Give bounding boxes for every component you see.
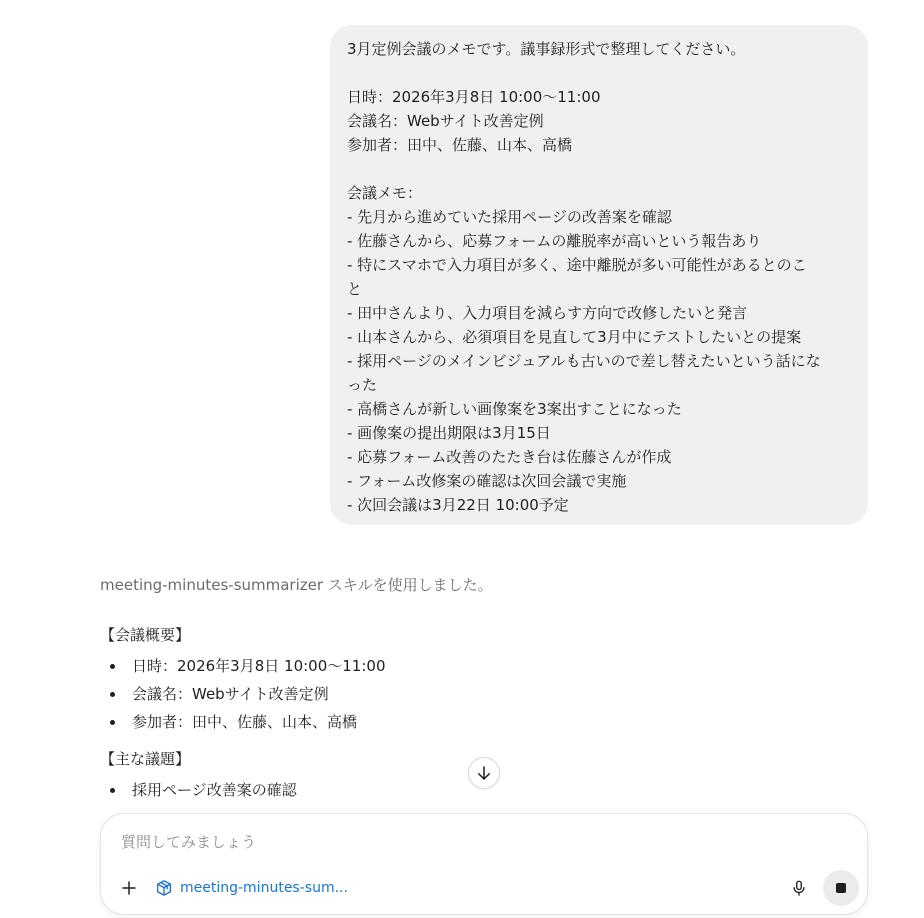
list-item [100, 652, 386, 680]
scroll-to-bottom-button[interactable] [468, 757, 500, 789]
voice-input-button[interactable] [785, 874, 813, 902]
user-message-line: - 佐藤さんから、応募フォームの離脱率が高いという報告あり [347, 232, 762, 250]
user-message-line: 参加者：田中、佐藤、山本、高橋 [347, 136, 573, 154]
skill-chip[interactable] [155, 876, 348, 900]
user-message-line: 日時：2026年3月8日 10:00〜11:00 [347, 88, 601, 106]
list-item-text: 参加者：田中、佐藤、山本、高橋 [132, 713, 358, 731]
user-message-line: - 画像案の提出期限は3月15日 [347, 424, 551, 442]
user-message-line: - 田中さんより、入力項目を減らす方向で改修したいと発言 [347, 304, 748, 322]
overview-list [100, 652, 386, 736]
bullet-dot [110, 664, 115, 669]
user-message-line: - 山本さんから、必須項目を見直して3月中にテストしたいとの提案 [347, 328, 802, 346]
stop-generation-button[interactable] [823, 870, 859, 906]
user-message-line: 3月定例会議のメモです。議事録形式で整理してください。 [347, 40, 746, 58]
list-item [100, 708, 386, 736]
list-item-text: 採用ページ改善案の確認 [132, 781, 297, 799]
topics-heading: 【主な議題】 [100, 750, 191, 768]
user-message-line: - 先月から進めていた採用ページの改善案を確認 [347, 208, 672, 226]
skill-used-note: meeting-minutes-summarizer スキルを使用しました。 [100, 576, 493, 594]
list-item [100, 776, 311, 804]
user-message-line [347, 157, 854, 181]
user-message-line: - フォーム改修案の確認は次回会議で実施 [347, 472, 627, 490]
user-message-line: - 特にスマホで入力項目が多く、途中離脱が多い可能性があるとのこ [347, 256, 807, 274]
arrow-down-icon [475, 764, 493, 782]
list-item [100, 680, 386, 708]
cube-icon [155, 879, 173, 897]
prompt-input[interactable] [121, 830, 821, 854]
plus-icon [120, 879, 138, 897]
list-item-text: 日時：2026年3月8日 10:00〜11:00 [132, 657, 386, 675]
user-message-line: - 応募フォーム改善のたたき台は佐藤さんが作成 [347, 448, 672, 466]
user-message-line: 会議名：Webサイト改善定例 [347, 112, 544, 130]
user-message-line [347, 61, 854, 85]
user-message-line: - 次回会議は3月22日 10:00予定 [347, 496, 569, 514]
user-message-line: った [347, 376, 378, 394]
skill-chip-label: meeting-minutes-sum... [180, 880, 348, 896]
microphone-icon [790, 879, 808, 897]
add-attachment-button[interactable] [115, 874, 143, 902]
bullet-dot [110, 720, 115, 725]
overview-heading: 【会議概要】 [100, 626, 191, 644]
list-item-text: 会議名：Webサイト改善定例 [132, 685, 329, 703]
bullet-dot [110, 692, 115, 697]
user-message-line: - 採用ページのメインビジュアルも古いので差し替えたいという話にな [347, 352, 821, 370]
stop-icon [836, 883, 846, 893]
user-message-line: - 高橋さんが新しい画像案を3案出すことになった [347, 400, 682, 418]
message-composer [100, 813, 868, 915]
bullet-dot [110, 788, 115, 793]
user-message-line: 会議メモ： [347, 184, 423, 202]
user-message-bubble [330, 25, 868, 525]
user-message-line: と [347, 280, 363, 298]
